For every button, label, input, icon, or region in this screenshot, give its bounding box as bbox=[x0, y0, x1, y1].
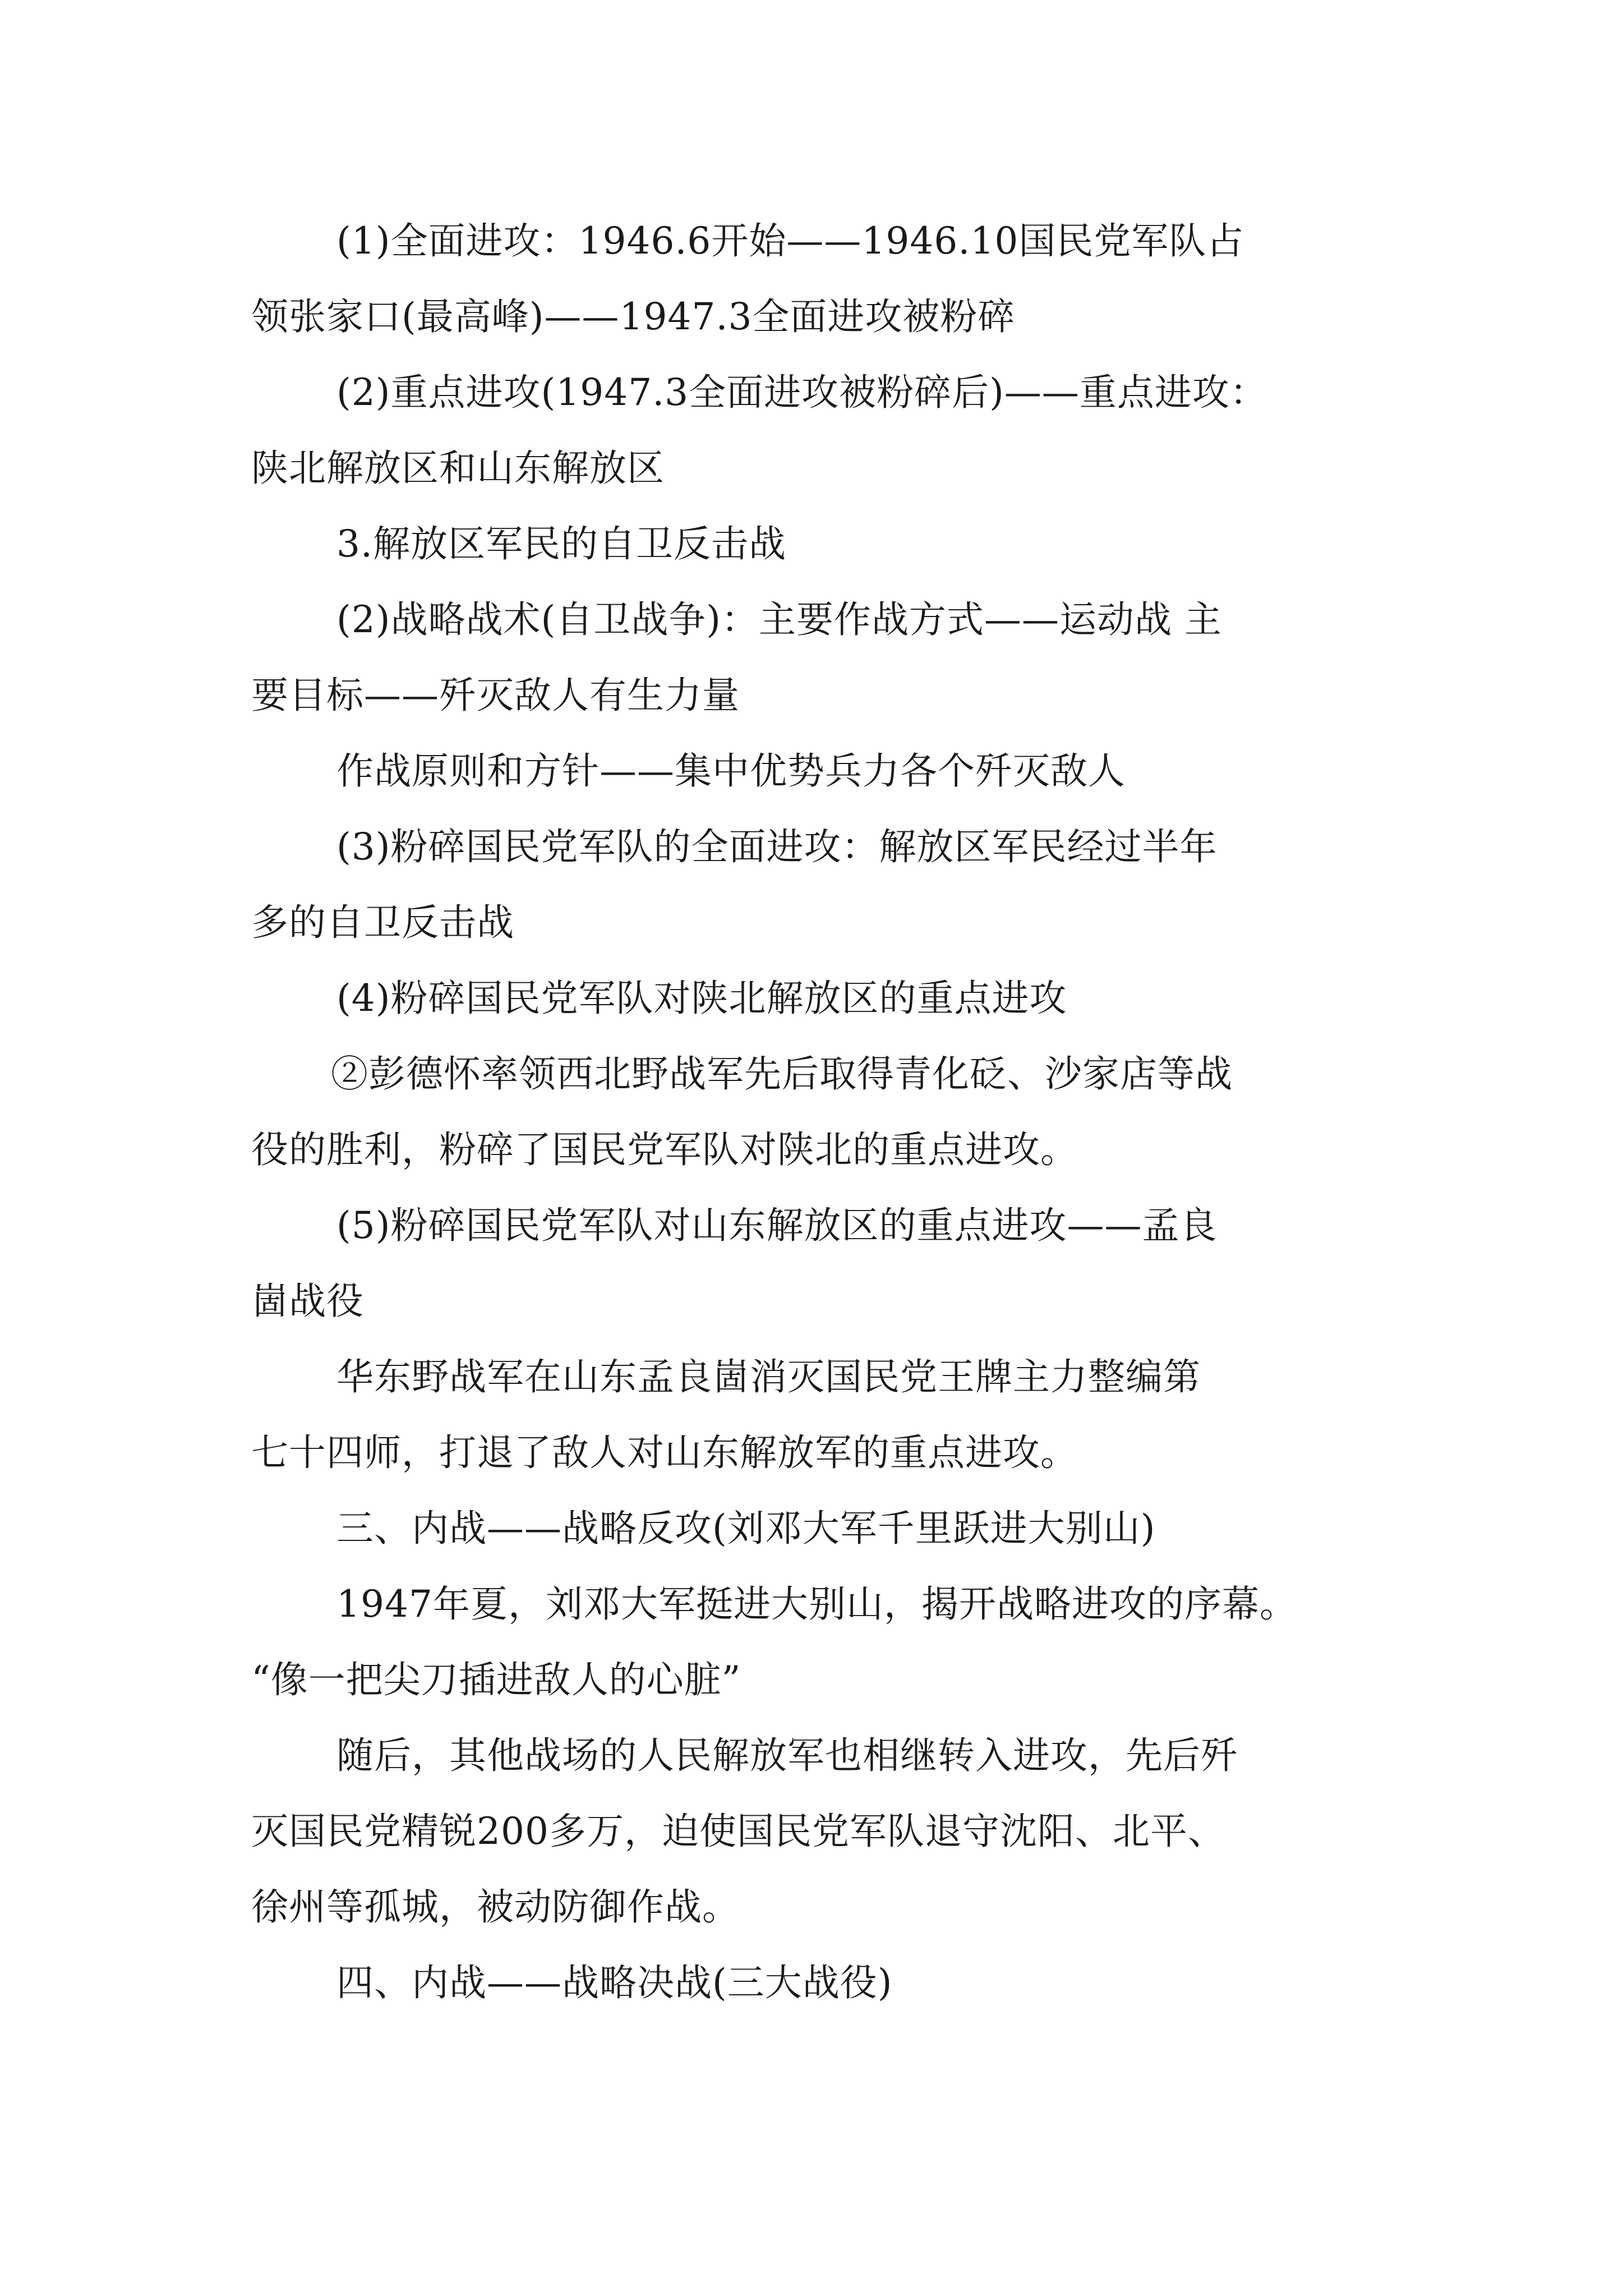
text-line: 随后，其他战场的人民解放军也相继转入进攻，先后歼 bbox=[336, 1734, 1238, 1777]
quote-line: “像一把尖刀插进敌人的心脏” bbox=[251, 1658, 741, 1701]
text-line: 陕北解放区和山东解放区 bbox=[251, 447, 665, 490]
text-line: 崮战役 bbox=[251, 1280, 364, 1323]
text-line: 役的胜利，粉碎了国民党军队对陕北的重点进攻。 bbox=[251, 1128, 1078, 1171]
text-line: 七十四师，打退了敌人对山东解放军的重点进攻。 bbox=[251, 1431, 1078, 1474]
section-heading: 三、内战——战略反攻(刘邓大军千里跃进大别山) bbox=[336, 1507, 1156, 1550]
text-line: 多的自卫反击战 bbox=[251, 901, 514, 944]
text-line: (2)重点进攻(1947.3全面进攻被粉碎后)——重点进攻： bbox=[336, 371, 1267, 414]
section-heading: 3.解放区军民的自卫反击战 bbox=[336, 522, 786, 565]
text-line: 1947年夏，刘邓大军挺进大别山，揭开战略进攻的序幕。 bbox=[336, 1582, 1297, 1626]
text-line: (1)全面进攻：1946.6开始——1946.10国民党军队占 bbox=[336, 219, 1244, 263]
text-line: (2)战略战术(自卫战争)：主要作战方式——运动战 主 bbox=[336, 598, 1222, 641]
text-line: 徐州等孤城，被动防御作战。 bbox=[251, 1885, 740, 1929]
text-line: 作战原则和方针——集中优势兵力各个歼灭敌人 bbox=[336, 749, 1126, 793]
text-line: (5)粉碎国民党军队对山东解放区的重点进攻——孟良 bbox=[336, 1204, 1218, 1247]
text-line: 灭国民党精锐200多万，迫使国民党军队退守沈阳、北平、 bbox=[251, 1810, 1225, 1853]
section-heading: 四、内战——战略决战(三大战役) bbox=[336, 1961, 893, 2004]
text-line: 要目标——歼灭敌人有生力量 bbox=[251, 674, 740, 717]
text-line: 华东野战军在山东孟良崮消灭国民党王牌主力整编第 bbox=[336, 1355, 1201, 1398]
text-line: ②彭德怀率领西北野战军先后取得青化砭、沙家店等战 bbox=[331, 1052, 1233, 1096]
text-line: (3)粉碎国民党军队的全面进攻：解放区军民经过半年 bbox=[336, 825, 1218, 868]
text-line: 领张家口(最高峰)——1947.3全面进攻被粉碎 bbox=[251, 295, 1016, 338]
text-line: (4)粉碎国民党军队对陕北解放区的重点进攻 bbox=[336, 977, 1067, 1020]
